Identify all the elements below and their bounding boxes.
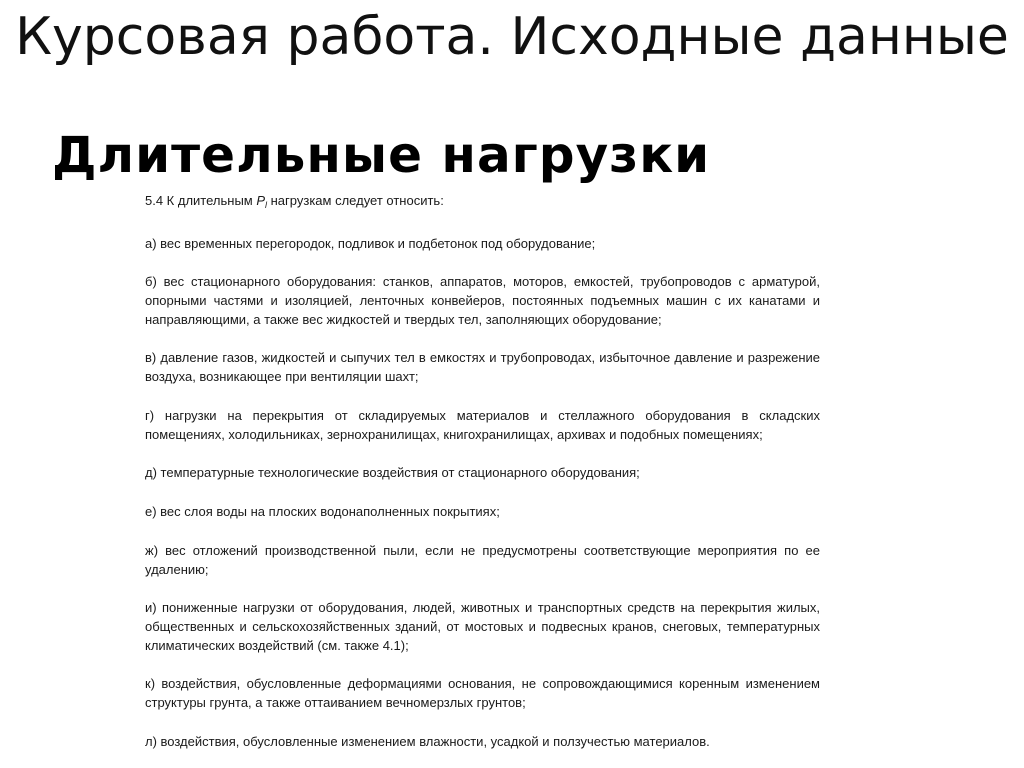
list-item-v: в) давление газов, жидкостей и сыпучих тел в емкостях и трубопроводах, избыточное давление и разрежение воздуха, возникающее при вентиляции шахт; [145, 350, 820, 384]
list-item-i: и) пониженные нагрузки от оборудования, людей, животных и транспортных средств на перекрытия жилых, общественных и сельскохозяйственных зданий, от мостовых и подвесных кранов, снеговых, температурных климатических воздействий (см. также 4.1); [145, 600, 820, 653]
clause-lead-prefix: 5.4 К длительным [145, 193, 257, 208]
clause-lead-suffix: нагрузкам следует относить: [267, 193, 444, 208]
list-item-k: к) воздействия, обусловленные деформациями основания, не сопровождающимися коренным изменением структуры грунта, а также оттаиванием вечномерзлых грунтов; [145, 676, 820, 710]
section-heading: Длительные нагрузки [52, 126, 711, 184]
slide-title: Курсовая работа. Исходные данные [15, 7, 1009, 67]
load-symbol [256, 193, 267, 208]
list-item-zh: ж) вес отложений производственной пыли, если не предусмотрены соответствующие мероприятия по ее удалению; [145, 543, 820, 577]
list-item-e: е) вес слоя воды на плоских водонаполненных покрытиях; [145, 504, 500, 519]
list-item-g: г) нагрузки на перекрытия от складируемых материалов и стеллажного оборудования в складских помещениях, холодильниках, зернохранилищах, книгохранилищах, архивах и подобных помещениях; [145, 408, 820, 442]
list-item-a: а) вес временных перегородок, подливок и подбетонок под оборудование; [145, 236, 596, 251]
load-symbol-subscript: l [265, 200, 268, 210]
list-item-l: л) воздействия, обусловленные изменением влажности, усадкой и ползучестью материалов. [145, 734, 710, 749]
list-item-b: б) вес стационарного оборудования: станков, аппаратов, моторов, емкостей, трубопроводов с арматурой, опорными частями и изоляцией, ленточных конвейеров, постоянных подъемных машин с их канатами и направляющими, а также вес жидкостей и твердых тел, заполняющих оборудование; [145, 274, 820, 327]
clause-lead [145, 191, 820, 215]
document-excerpt [145, 191, 820, 751]
list-item-d: д) температурные технологические воздействия от стационарного оборудования; [145, 465, 640, 480]
load-symbol-letter: P [256, 193, 266, 208]
